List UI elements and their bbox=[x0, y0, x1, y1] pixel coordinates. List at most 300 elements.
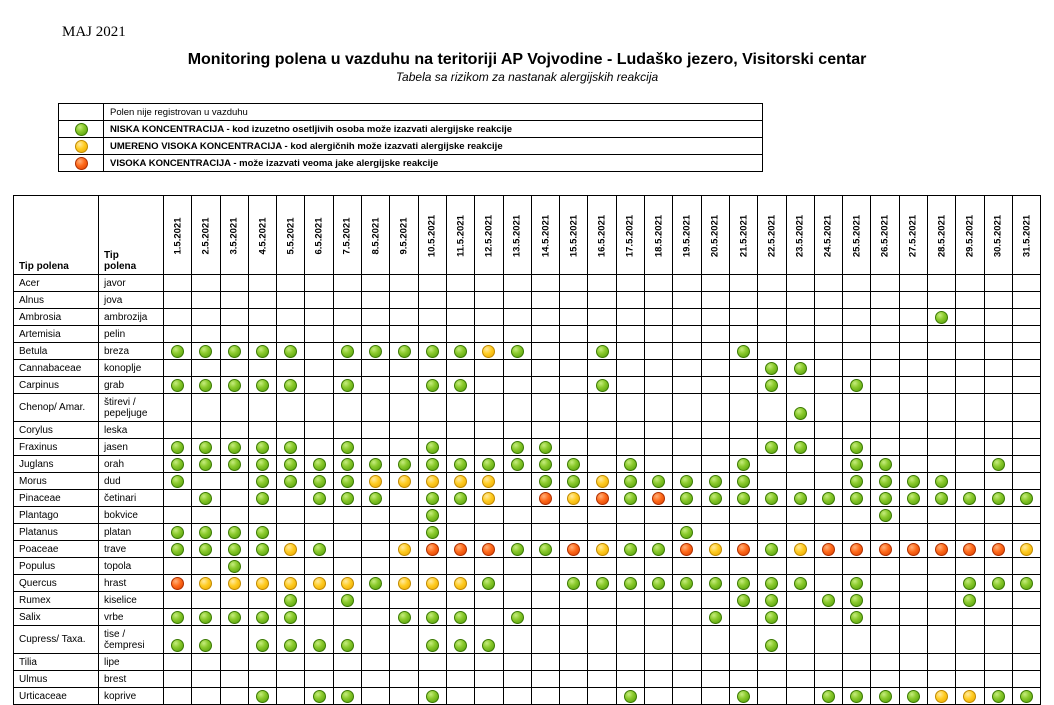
risk-cell bbox=[560, 575, 588, 592]
green-dot-icon bbox=[765, 379, 778, 392]
red-dot-icon bbox=[850, 543, 863, 556]
risk-cell bbox=[1012, 275, 1040, 292]
risk-cell bbox=[248, 394, 276, 422]
green-dot-icon bbox=[765, 594, 778, 607]
risk-cell bbox=[220, 558, 248, 575]
risk-cell bbox=[956, 592, 984, 609]
pollen-latin-name: Morus bbox=[14, 473, 99, 490]
yellow-dot-icon bbox=[482, 492, 495, 505]
risk-cell bbox=[984, 377, 1012, 394]
green-dot-icon bbox=[709, 577, 722, 590]
risk-cell bbox=[701, 326, 729, 343]
risk-cell bbox=[475, 541, 503, 558]
risk-cell bbox=[645, 609, 673, 626]
legend-text: Polen nije registrovan u vazduhu bbox=[104, 104, 763, 121]
risk-cell bbox=[984, 626, 1012, 654]
risk-cell bbox=[362, 654, 390, 671]
green-dot-icon bbox=[171, 611, 184, 624]
risk-cell bbox=[786, 394, 814, 422]
yellow-dot-icon bbox=[199, 577, 212, 590]
table-row bbox=[14, 609, 1041, 626]
pollen-local-name: jasen bbox=[99, 439, 164, 456]
pollen-local-name: hrast bbox=[99, 575, 164, 592]
risk-cell bbox=[220, 626, 248, 654]
risk-cell bbox=[984, 558, 1012, 575]
risk-cell bbox=[220, 456, 248, 473]
risk-cell bbox=[588, 456, 616, 473]
risk-cell bbox=[956, 507, 984, 524]
risk-cell bbox=[248, 422, 276, 439]
table-row bbox=[14, 275, 1041, 292]
risk-cell bbox=[560, 394, 588, 422]
risk-cell bbox=[475, 688, 503, 705]
risk-cell bbox=[701, 360, 729, 377]
risk-cell bbox=[475, 626, 503, 654]
risk-cell bbox=[729, 490, 757, 507]
risk-cell bbox=[418, 456, 446, 473]
table-row bbox=[14, 394, 1041, 422]
risk-cell bbox=[1012, 654, 1040, 671]
green-dot-icon bbox=[963, 594, 976, 607]
risk-cell bbox=[446, 275, 474, 292]
red-dot-icon bbox=[935, 543, 948, 556]
risk-cell bbox=[758, 292, 786, 309]
risk-cell bbox=[673, 541, 701, 558]
risk-cell bbox=[956, 456, 984, 473]
risk-cell bbox=[164, 558, 192, 575]
risk-cell bbox=[418, 558, 446, 575]
risk-cell bbox=[814, 671, 842, 688]
risk-cell bbox=[531, 558, 559, 575]
risk-cell bbox=[928, 292, 956, 309]
green-dot-icon bbox=[171, 441, 184, 454]
risk-cell bbox=[645, 524, 673, 541]
risk-cell bbox=[531, 439, 559, 456]
risk-cell bbox=[729, 360, 757, 377]
risk-cell bbox=[418, 541, 446, 558]
risk-cell bbox=[673, 688, 701, 705]
risk-cell bbox=[701, 343, 729, 360]
risk-cell bbox=[446, 360, 474, 377]
green-dot-icon bbox=[426, 379, 439, 392]
risk-cell bbox=[503, 490, 531, 507]
table-row bbox=[14, 671, 1041, 688]
risk-cell bbox=[673, 671, 701, 688]
risk-cell bbox=[333, 575, 361, 592]
risk-cell bbox=[248, 360, 276, 377]
risk-cell bbox=[843, 456, 871, 473]
risk-cell bbox=[956, 360, 984, 377]
green-dot-icon bbox=[171, 458, 184, 471]
green-dot-icon bbox=[907, 492, 920, 505]
risk-cell bbox=[164, 309, 192, 326]
risk-cell bbox=[220, 473, 248, 490]
risk-cell bbox=[305, 439, 333, 456]
table-row bbox=[14, 688, 1041, 705]
risk-cell bbox=[305, 626, 333, 654]
pollen-latin-name: Pinaceae bbox=[14, 490, 99, 507]
risk-cell bbox=[1012, 473, 1040, 490]
risk-cell bbox=[843, 558, 871, 575]
risk-cell bbox=[758, 592, 786, 609]
risk-cell bbox=[814, 343, 842, 360]
risk-cell bbox=[673, 292, 701, 309]
green-dot-icon bbox=[341, 441, 354, 454]
risk-cell bbox=[192, 377, 220, 394]
risk-cell bbox=[843, 275, 871, 292]
risk-cell bbox=[899, 377, 927, 394]
risk-cell bbox=[956, 671, 984, 688]
risk-cell bbox=[701, 524, 729, 541]
risk-cell bbox=[503, 275, 531, 292]
risk-cell bbox=[333, 394, 361, 422]
risk-cell bbox=[531, 473, 559, 490]
risk-cell bbox=[616, 309, 644, 326]
risk-cell bbox=[164, 422, 192, 439]
risk-cell bbox=[333, 275, 361, 292]
green-dot-icon bbox=[369, 458, 382, 471]
risk-cell bbox=[899, 524, 927, 541]
risk-cell bbox=[871, 360, 899, 377]
green-dot-icon bbox=[907, 475, 920, 488]
risk-cell bbox=[673, 422, 701, 439]
risk-cell bbox=[164, 275, 192, 292]
risk-cell bbox=[928, 275, 956, 292]
risk-cell bbox=[362, 575, 390, 592]
risk-cell bbox=[192, 609, 220, 626]
risk-cell bbox=[475, 422, 503, 439]
pollen-local-name: brest bbox=[99, 671, 164, 688]
green-dot-icon bbox=[199, 492, 212, 505]
risk-cell bbox=[418, 309, 446, 326]
risk-cell bbox=[531, 626, 559, 654]
risk-cell bbox=[446, 558, 474, 575]
table-row bbox=[14, 439, 1041, 456]
risk-cell bbox=[192, 541, 220, 558]
risk-cell bbox=[475, 507, 503, 524]
risk-cell bbox=[729, 309, 757, 326]
risk-cell bbox=[843, 524, 871, 541]
risk-cell bbox=[305, 524, 333, 541]
risk-cell bbox=[673, 524, 701, 541]
date-column-header: 24.5.2021 bbox=[814, 196, 842, 275]
table-row bbox=[14, 507, 1041, 524]
risk-cell bbox=[164, 575, 192, 592]
risk-cell bbox=[814, 524, 842, 541]
risk-cell bbox=[786, 326, 814, 343]
risk-cell bbox=[305, 377, 333, 394]
risk-cell bbox=[645, 592, 673, 609]
risk-cell bbox=[475, 292, 503, 309]
risk-cell bbox=[164, 688, 192, 705]
risk-cell bbox=[758, 558, 786, 575]
yellow-dot-icon bbox=[709, 543, 722, 556]
risk-cell bbox=[956, 626, 984, 654]
risk-cell bbox=[984, 524, 1012, 541]
red-dot-icon bbox=[737, 543, 750, 556]
risk-cell bbox=[956, 490, 984, 507]
risk-cell bbox=[701, 377, 729, 394]
table-row bbox=[14, 360, 1041, 377]
legend-table bbox=[58, 103, 763, 172]
risk-cell bbox=[956, 377, 984, 394]
risk-cell bbox=[645, 422, 673, 439]
green-dot-icon bbox=[879, 509, 892, 522]
risk-cell bbox=[277, 292, 305, 309]
risk-cell bbox=[475, 275, 503, 292]
table-row bbox=[14, 326, 1041, 343]
risk-cell bbox=[333, 507, 361, 524]
risk-cell bbox=[729, 575, 757, 592]
green-dot-icon bbox=[341, 458, 354, 471]
risk-cell bbox=[616, 524, 644, 541]
risk-cell bbox=[446, 326, 474, 343]
green-dot-icon bbox=[199, 379, 212, 392]
risk-cell bbox=[786, 654, 814, 671]
column-header-local: Tip polena bbox=[99, 196, 164, 275]
green-dot-icon bbox=[596, 577, 609, 590]
risk-cell bbox=[1012, 360, 1040, 377]
risk-cell bbox=[390, 275, 418, 292]
risk-cell bbox=[248, 626, 276, 654]
risk-cell bbox=[333, 473, 361, 490]
risk-cell bbox=[588, 292, 616, 309]
risk-cell bbox=[446, 473, 474, 490]
risk-cell bbox=[645, 377, 673, 394]
risk-cell bbox=[503, 473, 531, 490]
risk-cell bbox=[729, 343, 757, 360]
risk-cell bbox=[984, 394, 1012, 422]
risk-cell bbox=[277, 626, 305, 654]
pollen-local-name: topola bbox=[99, 558, 164, 575]
risk-cell bbox=[362, 422, 390, 439]
risk-cell bbox=[503, 654, 531, 671]
risk-cell bbox=[645, 507, 673, 524]
pollen-latin-name: Chenop/ Amar. bbox=[14, 394, 99, 422]
green-dot-icon bbox=[963, 577, 976, 590]
risk-cell bbox=[560, 275, 588, 292]
green-dot-icon bbox=[369, 492, 382, 505]
risk-cell bbox=[786, 275, 814, 292]
risk-cell bbox=[899, 439, 927, 456]
green-dot-icon bbox=[567, 458, 580, 471]
green-dot-icon bbox=[539, 441, 552, 454]
risk-cell bbox=[560, 558, 588, 575]
risk-cell bbox=[871, 575, 899, 592]
date-column-header: 4.5.2021 bbox=[248, 196, 276, 275]
green-dot-icon bbox=[199, 639, 212, 652]
legend-text: NISKA KONCENTRACIJA - kod izuzetno osetljivih osoba može izazvati alergijske reakcije bbox=[104, 121, 763, 138]
risk-cell bbox=[701, 507, 729, 524]
risk-cell bbox=[164, 360, 192, 377]
legend-row bbox=[59, 121, 763, 138]
green-dot-icon bbox=[256, 458, 269, 471]
date-column-header: 28.5.2021 bbox=[928, 196, 956, 275]
pollen-local-name: platan bbox=[99, 524, 164, 541]
risk-cell bbox=[673, 654, 701, 671]
risk-cell bbox=[729, 558, 757, 575]
risk-cell bbox=[277, 490, 305, 507]
risk-cell bbox=[248, 343, 276, 360]
green-dot-icon bbox=[539, 475, 552, 488]
risk-cell bbox=[814, 688, 842, 705]
risk-cell bbox=[899, 609, 927, 626]
green-dot-icon bbox=[199, 441, 212, 454]
risk-cell bbox=[616, 541, 644, 558]
risk-cell bbox=[446, 309, 474, 326]
risk-cell bbox=[616, 688, 644, 705]
risk-cell bbox=[277, 473, 305, 490]
risk-cell bbox=[843, 422, 871, 439]
risk-cell bbox=[362, 524, 390, 541]
red-dot-icon bbox=[822, 543, 835, 556]
risk-cell bbox=[588, 626, 616, 654]
risk-cell bbox=[899, 309, 927, 326]
risk-cell bbox=[673, 439, 701, 456]
risk-cell bbox=[729, 439, 757, 456]
green-dot-icon bbox=[992, 690, 1005, 703]
risk-cell bbox=[305, 309, 333, 326]
date-column-header: 9.5.2021 bbox=[390, 196, 418, 275]
risk-cell bbox=[446, 507, 474, 524]
risk-cell bbox=[248, 275, 276, 292]
risk-cell bbox=[192, 473, 220, 490]
yellow-dot-icon bbox=[567, 492, 580, 505]
risk-cell bbox=[248, 688, 276, 705]
risk-cell bbox=[616, 592, 644, 609]
risk-cell bbox=[560, 456, 588, 473]
risk-cell bbox=[928, 609, 956, 626]
risk-cell bbox=[984, 422, 1012, 439]
risk-cell bbox=[390, 575, 418, 592]
green-dot-icon bbox=[454, 345, 467, 358]
risk-cell bbox=[248, 473, 276, 490]
risk-cell bbox=[475, 343, 503, 360]
risk-cell bbox=[503, 422, 531, 439]
risk-cell bbox=[673, 360, 701, 377]
risk-cell bbox=[390, 343, 418, 360]
risk-cell bbox=[362, 439, 390, 456]
risk-cell bbox=[475, 575, 503, 592]
risk-cell bbox=[928, 309, 956, 326]
risk-cell bbox=[192, 490, 220, 507]
risk-cell bbox=[928, 507, 956, 524]
risk-cell bbox=[871, 473, 899, 490]
yellow-dot-icon bbox=[1020, 543, 1033, 556]
risk-cell bbox=[390, 592, 418, 609]
green-dot-icon bbox=[822, 594, 835, 607]
risk-cell bbox=[164, 326, 192, 343]
risk-cell bbox=[362, 275, 390, 292]
risk-cell bbox=[758, 326, 786, 343]
risk-cell bbox=[220, 575, 248, 592]
pollen-latin-name: Ambrosia bbox=[14, 309, 99, 326]
risk-cell bbox=[871, 377, 899, 394]
page-title: Monitoring polena u vazduhu na teritoriji AP Vojvodine - Ludaško jezero, Visitorski centar bbox=[187, 51, 867, 68]
risk-cell bbox=[616, 275, 644, 292]
red-dot-icon bbox=[680, 543, 693, 556]
green-dot-icon bbox=[680, 577, 693, 590]
risk-cell bbox=[871, 609, 899, 626]
risk-cell bbox=[758, 422, 786, 439]
risk-cell bbox=[362, 609, 390, 626]
risk-cell bbox=[616, 609, 644, 626]
risk-cell bbox=[1012, 490, 1040, 507]
risk-cell bbox=[786, 558, 814, 575]
risk-cell bbox=[164, 592, 192, 609]
risk-cell bbox=[305, 671, 333, 688]
risk-cell bbox=[645, 558, 673, 575]
risk-cell bbox=[616, 490, 644, 507]
risk-cell bbox=[220, 671, 248, 688]
risk-cell bbox=[843, 507, 871, 524]
green-dot-icon bbox=[341, 345, 354, 358]
risk-cell bbox=[362, 626, 390, 654]
green-dot-icon bbox=[822, 492, 835, 505]
risk-cell bbox=[645, 575, 673, 592]
legend-row bbox=[59, 104, 763, 121]
risk-cell bbox=[164, 654, 192, 671]
risk-cell bbox=[645, 671, 673, 688]
risk-cell bbox=[956, 524, 984, 541]
risk-cell bbox=[786, 592, 814, 609]
risk-cell bbox=[192, 592, 220, 609]
risk-cell bbox=[418, 439, 446, 456]
risk-cell bbox=[220, 275, 248, 292]
risk-cell bbox=[333, 671, 361, 688]
risk-cell bbox=[305, 688, 333, 705]
green-dot-icon bbox=[426, 690, 439, 703]
risk-cell bbox=[220, 394, 248, 422]
risk-cell bbox=[956, 688, 984, 705]
risk-cell bbox=[956, 439, 984, 456]
risk-cell bbox=[277, 524, 305, 541]
green-dot-icon bbox=[511, 543, 524, 556]
green-dot-icon bbox=[256, 492, 269, 505]
table-row bbox=[14, 558, 1041, 575]
risk-cell bbox=[503, 541, 531, 558]
risk-cell bbox=[758, 360, 786, 377]
green-dot-icon bbox=[822, 690, 835, 703]
risk-cell bbox=[248, 439, 276, 456]
risk-cell bbox=[843, 671, 871, 688]
pollen-latin-name: Populus bbox=[14, 558, 99, 575]
risk-cell bbox=[673, 490, 701, 507]
risk-cell bbox=[729, 394, 757, 422]
risk-cell bbox=[192, 360, 220, 377]
risk-cell bbox=[814, 541, 842, 558]
risk-cell bbox=[616, 507, 644, 524]
risk-cell bbox=[503, 360, 531, 377]
risk-cell bbox=[645, 292, 673, 309]
risk-cell bbox=[1012, 541, 1040, 558]
risk-cell bbox=[305, 360, 333, 377]
risk-cell bbox=[305, 592, 333, 609]
risk-cell bbox=[616, 558, 644, 575]
risk-cell bbox=[418, 473, 446, 490]
green-dot-icon bbox=[199, 345, 212, 358]
green-dot-icon bbox=[737, 492, 750, 505]
risk-cell bbox=[333, 626, 361, 654]
pollen-latin-name: Cannabaceae bbox=[14, 360, 99, 377]
yellow-dot-icon bbox=[426, 475, 439, 488]
green-dot-icon bbox=[256, 639, 269, 652]
risk-cell bbox=[645, 626, 673, 654]
risk-cell bbox=[277, 360, 305, 377]
risk-cell bbox=[560, 490, 588, 507]
risk-cell bbox=[560, 309, 588, 326]
risk-cell bbox=[248, 456, 276, 473]
